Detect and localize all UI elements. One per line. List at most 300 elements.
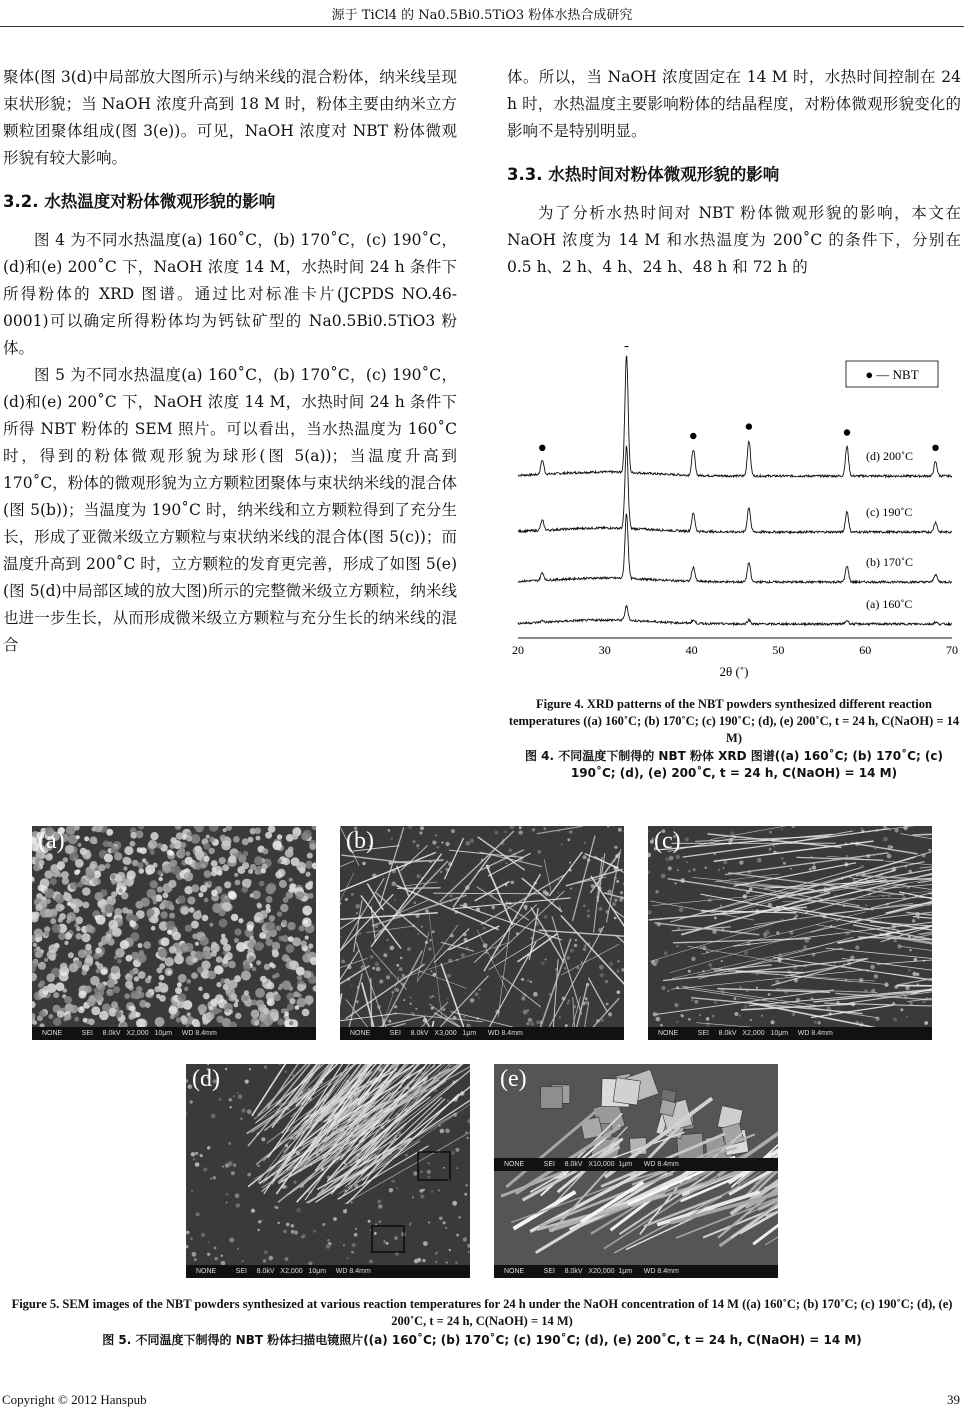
sem-texture-mark [455,1148,459,1152]
sem-texture-mark [293,1181,296,1184]
sem-texture-mark [127,870,136,879]
sem-texture-mark [45,888,55,898]
sem-texture-mark [186,1245,188,1248]
sem-texture-mark [145,1002,151,1008]
sem-texture-mark [229,1106,231,1108]
sem-texture-mark [429,996,432,999]
sem-texture-mark [567,838,570,841]
sem-info-bar-a: NONE SEI 8.0kV X2,000 10μm WD 8.4mm [32,1027,316,1040]
sem-texture-mark [437,846,439,848]
sem-texture-mark [132,915,139,922]
sem-texture-mark [234,928,241,935]
sem-texture-mark [175,987,182,994]
sem-texture-mark [734,1012,738,1016]
sem-texture-mark [266,896,273,903]
sem-texture-mark [224,978,230,984]
sem-texture-mark [701,894,900,931]
sem-texture-mark [446,1261,448,1263]
sem-texture-mark [583,855,587,859]
sem-texture-mark [52,871,59,878]
sem-texture-mark [395,988,399,992]
sem-texture-mark [284,1012,289,1017]
sem-texture-mark [679,907,684,912]
sem-texture-mark [403,999,405,1001]
sem-texture-mark [289,878,293,882]
sem-texture-mark [175,826,182,830]
sem-texture-mark [671,970,867,989]
sem-texture-mark [302,906,312,916]
sem-texture-mark [189,907,195,913]
sem-texture-mark [120,940,129,949]
sem-texture-mark [306,872,311,877]
sem-texture-mark [307,853,313,859]
sem-texture-mark [264,1250,268,1254]
sem-texture-mark [468,1251,470,1253]
sem-texture-mark [718,857,915,914]
sem-texture-mark [64,996,72,1004]
sem-texture-mark [267,998,275,1006]
sem-texture-mark [161,937,170,946]
sem-texture-mark [893,939,896,942]
sem-texture-mark [408,826,412,829]
sem-texture-mark [504,830,507,833]
sem-texture-mark [159,975,165,981]
sem-texture-mark [238,1094,243,1099]
sem-texture-mark [720,905,722,907]
sem-texture-mark [569,862,571,864]
sem-texture-mark [792,826,795,828]
sem-texture-mark [32,973,37,982]
sem-texture-mark [543,827,546,830]
sem-texture-mark [893,1018,897,1022]
sem-texture-mark [71,903,77,909]
sem-texture-mark [53,1018,61,1026]
sem-texture-mark [410,1003,412,1005]
sem-texture-mark [64,941,68,945]
sem-texture-mark [432,841,436,845]
sem-texture-mark [402,974,406,978]
sem-texture-mark [117,959,122,964]
sem-texture-mark [427,1162,429,1164]
sem-texture-mark [234,873,238,877]
sem-texture-mark [163,892,169,898]
sem-texture-mark [137,953,147,963]
sem-texture-mark [76,869,80,873]
sem-texture-mark [531,907,564,963]
sem-texture-mark [277,911,282,916]
sem-texture-mark [541,961,544,964]
sem-texture-mark [781,857,784,860]
sem-texture-mark [275,871,283,879]
sem-texture-mark [210,1178,212,1180]
sem-texture-mark [721,989,725,993]
sem-texture-mark [277,834,282,839]
sem-texture-mark [249,1068,251,1070]
sem-texture-mark [559,1016,561,1018]
sem-texture-mark [136,831,144,839]
sem-texture-mark [447,998,449,1000]
sem-texture-mark [761,1015,763,1017]
sem-texture-mark [62,878,69,885]
sem-texture-mark [222,864,229,871]
sem-texture-mark [204,856,210,862]
xrd-series-label: (d) 200˚C [866,449,913,463]
sem-texture-mark [277,1018,284,1025]
sem-texture-mark [351,985,353,987]
sem-texture-mark [648,871,650,874]
sem-texture-mark [115,874,123,882]
figure-5-caption-en: Figure 5. SEM images of the NBT powders synthesized at various reaction temperatures for 24 h under the NaOH concentration of 14 M ((a) 160˚C; (b) 170˚C; (c) 190˚C; (d), (e) 200˚C, t = 24 h, C(NaOH) = 14 M) [11,1297,953,1328]
sem-texture-mark [467,1244,470,1248]
sem-texture-mark [57,861,65,869]
sem-texture-mark [686,861,688,863]
sem-texture-mark [538,850,542,854]
sem-texture-mark [900,946,932,953]
sem-texture-mark [900,1008,903,1011]
sem-texture-mark [294,1230,298,1234]
sem-texture-mark [290,886,297,893]
sem-texture-mark [527,979,530,982]
xrd-peak-marker [623,346,629,347]
sem-texture-mark [38,885,45,892]
sem-texture-mark [453,854,491,907]
sem-texture-mark [790,868,792,870]
sem-texture-mark [207,1146,210,1149]
sem-texture-mark [198,1004,207,1013]
sem-texture-mark [169,1006,178,1015]
sem-texture-mark [85,955,93,963]
sem-texture-mark [913,829,932,835]
sem-texture-mark [700,946,702,948]
sem-texture-mark [48,944,57,953]
sem-texture-mark [278,1222,280,1224]
sem-texture-mark [106,989,114,997]
sem-texture-mark [206,835,210,839]
xrd-chart [506,346,962,686]
sem-texture-mark [414,901,417,904]
sem-texture-mark [541,1087,563,1109]
sem-texture-mark [195,1162,200,1167]
sem-texture-mark [445,1227,447,1229]
sem-texture-mark [297,984,305,992]
sem-texture-mark [895,828,899,832]
sem-texture-mark [409,1222,411,1224]
sem-texture-mark [706,1017,710,1021]
sem-texture-mark [58,917,63,922]
sem-texture-mark [196,1212,200,1216]
sem-texture-mark [43,986,49,992]
sem-texture-mark [193,1158,196,1161]
sem-texture-mark [243,995,249,1001]
sem-texture-mark [814,1021,817,1024]
sem-texture-mark [248,869,253,874]
sem-texture-mark [620,891,623,894]
sem-texture-mark [519,826,522,829]
sem-texture-mark [518,933,558,962]
xrd-peak-marker [539,445,545,451]
sem-texture-mark [124,879,130,885]
sem-texture-mark [247,924,254,931]
sem-texture-mark [94,991,103,1000]
sem-texture-mark [169,843,175,849]
sem-texture-mark [305,861,313,869]
sem-texture-mark [694,1000,698,1004]
sem-texture-mark [44,870,53,879]
sem-texture-mark [257,903,262,908]
sem-texture-mark [215,1257,218,1260]
sem-texture-mark [222,1166,224,1168]
sem-texture-mark [443,1221,446,1224]
sem-texture-mark [135,1012,140,1017]
sem-texture-mark [187,897,195,905]
sem-texture-mark [912,919,916,923]
sem-texture-mark [98,864,105,871]
sem-texture-mark [356,912,358,914]
sem-texture-mark [254,856,263,865]
sem-texture-mark [340,936,341,938]
sem-texture-mark [75,933,82,940]
sem-texture-mark [191,1190,193,1192]
sem-texture-mark [440,1129,445,1134]
sem-texture-mark [228,961,236,969]
sem-image-b [340,826,624,1040]
sem-texture-mark [44,909,53,918]
sem-texture-mark [235,1194,240,1199]
sem-texture-mark [427,1170,431,1174]
sem-texture-mark [195,826,205,832]
sem-texture-mark [340,913,438,920]
sem-texture-mark [234,975,241,982]
sem-texture-mark [533,992,538,997]
sem-texture-mark [39,860,45,866]
sem-texture-mark [216,982,221,987]
sem-texture-mark [186,1113,188,1115]
sem-texture-mark [169,850,174,855]
sem-texture-mark [191,1152,195,1156]
sem-texture-mark [226,1202,228,1204]
sem-texture-mark [228,855,236,863]
sem-texture-mark [225,1163,230,1168]
sem-texture-mark [738,998,740,1000]
sem-texture-mark [68,952,74,958]
sem-texture-mark [107,979,116,988]
sem-texture-mark [181,907,189,915]
sem-texture-mark [456,1167,458,1169]
sem-texture-mark [235,1013,241,1019]
sem-texture-mark [883,837,888,842]
sem-texture-mark [33,864,40,871]
sem-texture-mark [751,909,753,911]
sem-texture-mark [763,933,767,937]
sem-texture-mark [119,888,123,892]
sem-texture-mark [39,980,45,986]
sem-texture-mark [529,908,538,960]
sem-texture-mark [441,942,474,951]
sem-texture-mark [567,1002,569,1004]
sem-texture-mark [203,843,210,850]
sem-texture-mark [168,880,176,888]
sem-texture-mark [261,868,266,873]
sem-texture-mark [85,944,91,950]
sem-texture-mark [186,979,191,984]
sem-texture-mark [266,904,271,909]
sem-texture-mark [151,926,156,931]
sem-texture-mark [147,908,155,916]
sem-texture-mark [197,910,201,914]
sem-texture-mark [449,1249,451,1251]
sem-texture-mark [83,1018,88,1023]
sem-texture-mark [138,943,143,948]
xrd-tick-label: 50 [772,643,785,657]
sem-texture-mark [241,1108,246,1113]
sem-texture-mark [191,884,199,892]
sem-texture-mark [508,848,512,852]
sem-texture-mark [55,903,63,911]
sem-texture-mark [216,956,223,963]
sem-texture-mark [449,850,523,857]
sem-texture-mark [343,1209,347,1213]
sem-texture-mark [195,942,199,946]
sem-texture-mark [613,1078,640,1105]
sem-texture-mark [101,968,107,974]
sem-texture-mark [845,931,850,936]
sem-texture-mark [170,837,177,844]
sem-texture-mark [441,842,443,844]
xrd-peak-marker [844,429,850,435]
sem-texture-mark [587,914,590,917]
sem-texture-mark [60,963,68,971]
sem-texture-mark [267,982,275,990]
sem-texture-mark [233,1095,235,1097]
sem-texture-mark [416,844,419,847]
sem-texture-mark [233,1164,236,1167]
sem-texture-mark [251,1010,260,1019]
xrd-series-labels [866,449,913,611]
sem-texture-mark [409,996,412,999]
sem-texture-mark [93,953,99,959]
sem-texture-mark [177,982,182,987]
sem-texture-mark [297,975,303,981]
sem-texture-mark [33,911,40,918]
right-paragraph-2: 为了分析水热时间对 NBT 粉体微观形貌的影响，本文在 NaOH 浓度为 14 M 和水热温度为 200˚C 的条件下，分别在 0.5 h、2 h、4 h、24 h、48 h 和 72 h 的 [507,204,961,276]
sem-texture-mark [80,1006,84,1010]
sem-texture-mark [675,882,677,884]
sem-texture-mark [875,848,877,850]
sem-texture-mark [340,861,354,904]
sem-texture-mark [282,920,288,926]
sem-texture-mark [594,857,603,933]
sem-texture-mark [304,920,309,925]
sem-texture-mark [466,947,468,949]
sem-texture-mark [568,1000,570,1002]
sem-texture-mark [187,1012,191,1016]
right-column [507,64,961,281]
sem-texture-bundle [186,1064,470,1278]
sem-texture-mark [605,980,609,984]
sem-texture-mark [228,1142,231,1145]
sem-texture-mark [231,993,238,1000]
sem-texture-mark [465,1184,468,1187]
sem-texture-mark [389,1188,393,1192]
sem-texture-mark [159,995,166,1002]
sem-texture-mark [891,846,893,848]
sem-texture-mark [681,1014,684,1017]
sem-texture-mark [114,908,122,916]
sem-texture-mark [750,1019,752,1021]
sem-texture-mark [193,958,198,963]
sem-texture-mark [714,1001,717,1004]
sem-texture-mark [537,1195,665,1230]
sem-texture-mark [506,862,508,864]
sem-texture-mark [258,1229,260,1231]
sem-label-d: (d) [192,1066,220,1092]
sem-texture-mark [351,1202,353,1204]
sem-texture-mark [817,1021,820,1024]
sem-label-c: (c) [654,828,681,854]
sem-texture-mark [243,964,251,972]
sem-texture-mark [412,1197,414,1199]
sem-texture-mark [170,1014,175,1019]
sem-texture-mark [708,963,711,966]
xrd-series-label: (b) 170˚C [866,555,913,569]
sem-texture-mark [581,961,583,963]
sem-texture-mark [223,951,227,955]
sem-texture-mark [203,1167,207,1171]
sem-texture-mark [157,870,162,875]
sem-texture-mark [153,863,158,868]
sem-texture-mark [756,987,758,989]
sem-texture-mark [185,857,193,865]
sem-texture-mark [295,891,304,900]
sem-texture-mark [368,1220,371,1223]
sem-texture-mark [186,1079,188,1082]
sem-texture-mark [399,967,403,971]
sem-texture-mark [846,855,849,858]
sem-texture-mark [313,985,316,991]
sem-texture-mark [396,1187,398,1189]
sem-texture-mark [386,1242,389,1245]
sem-texture-mark [261,1220,263,1222]
sem-texture-mark [739,860,743,864]
sem-texture-mark [293,991,299,997]
sem-texture-mark [282,858,290,866]
sem-texture-mark [201,961,210,970]
sem-texture-mark [220,937,228,945]
sem-texture-mark [600,973,604,977]
sem-texture-mark [421,926,423,928]
sem-texture-mark [417,874,421,878]
footer-copyright: Copyright © 2012 Hanspub [2,1392,147,1407]
sem-texture-mark [654,990,834,1015]
sem-texture-mark [276,925,282,931]
sem-texture-mark [272,942,280,950]
sem-texture-mark [910,1002,913,1005]
sem-info-bar-d: NONE SEI 8.0kV X2,000 10μm WD 8.4mm [186,1265,470,1278]
sem-texture-mark [677,869,679,871]
sem-texture-mark [171,865,180,874]
sem-texture-mark [362,862,365,865]
sem-texture-mark [208,881,213,886]
sem-texture-mark [105,904,114,913]
sem-texture-mark [723,867,725,869]
sem-texture-mark [95,961,99,965]
sem-texture-mark [376,967,381,972]
sem-texture-mark [121,892,128,899]
sem-texture-mark [140,847,147,854]
sem-texture-mark [705,867,707,869]
xrd-axis-ticks [512,638,958,657]
sem-texture-mark [301,940,307,946]
